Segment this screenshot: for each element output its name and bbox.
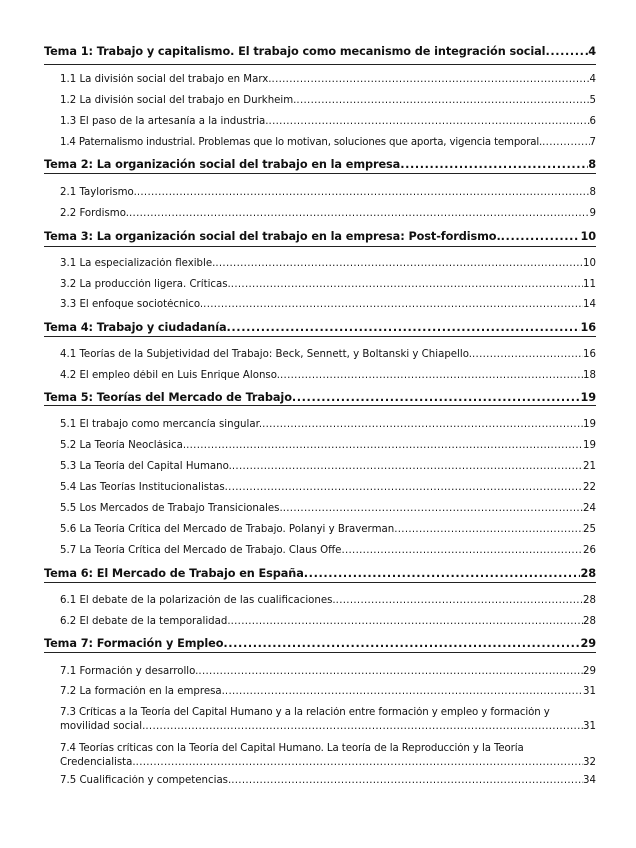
chapter-divider [44, 336, 596, 337]
page-number: 4 [589, 74, 596, 85]
section-title: 3.1 La especialización flexible. [60, 258, 216, 269]
section-title: 5.3 La Teoría del Capital Humano. [60, 461, 232, 472]
page-number: 22 [583, 482, 596, 493]
chapter-divider [44, 246, 596, 247]
section-title: 5.6 La Teoría Crítica del Mercado de Trabajo. Polanyi y Braverman [60, 524, 395, 535]
leader-dots [542, 137, 589, 148]
page-number: 26 [583, 545, 596, 556]
leader-dots [129, 208, 590, 219]
page-number: 19 [583, 440, 596, 451]
section-title: 1.4 Paternalismo industrial. Problemas que lo motivan, soluciones que aporta, vigencia temporal. [60, 137, 543, 148]
chapter-divider [44, 652, 596, 653]
leader-dots [145, 721, 583, 732]
leader-dots [186, 440, 583, 451]
chapter-title: Tema 2: La organización social del trabajo en la empresa [44, 158, 401, 171]
section-title: 5.2 La Teoría Neoclásica. [60, 440, 187, 451]
page-number: 4 [588, 45, 596, 58]
toc-section[interactable] [44, 461, 596, 472]
chapter-divider [44, 582, 596, 583]
section-title: 7.2 La formación en la empresa. [60, 686, 225, 697]
toc-section[interactable] [44, 616, 596, 627]
toc-chapter[interactable] [44, 45, 596, 58]
toc-section[interactable] [44, 503, 596, 514]
leader-dots [223, 637, 580, 650]
toc-section[interactable] [44, 187, 596, 198]
toc-section[interactable] [44, 349, 596, 360]
leader-dots [137, 187, 590, 198]
page-number: 28 [583, 595, 596, 606]
page-number: 14 [583, 299, 596, 310]
page-number: 24 [583, 503, 596, 514]
section-title: 4.1 Teorías de la Subjetividad del Trabajo: Beck, Sennett, y Boltanski y Chiapello. [60, 349, 473, 360]
chapter-title: Tema 1: Trabajo y capitalismo. El trabajo como mecanismo de integración social [44, 45, 546, 58]
page-number: 8 [589, 187, 596, 198]
chapter-title: Tema 4: Trabajo y ciudadanía [44, 321, 227, 334]
toc-section[interactable] [44, 116, 596, 127]
toc-chapter[interactable] [44, 158, 596, 171]
chapter-divider [44, 173, 596, 174]
page-number: 6 [589, 116, 596, 127]
toc-section[interactable] [44, 208, 596, 219]
toc-chapter[interactable] [44, 567, 596, 580]
section-title-line1: 7.4 Teorías críticas con la Teoría del Capital Humano. La teoría de la Reproducción y la Teoría [60, 743, 524, 754]
section-title: 1.2 La división social del trabajo en Durkheim. [60, 95, 297, 106]
page-number: 21 [583, 461, 596, 472]
section-title: 4.2 El empleo débil en Luis Enrique Alonso. [60, 370, 280, 381]
leader-dots [272, 74, 590, 85]
chapter-title: Tema 5: Teorías del Mercado de Trabajo [44, 391, 292, 404]
toc-section[interactable] [44, 137, 596, 148]
section-title: 6.1 El debate de la polarización de las cualificaciones. [60, 595, 336, 606]
leader-dots [203, 299, 583, 310]
page-number: 32 [583, 757, 596, 768]
toc-section[interactable] [44, 419, 596, 430]
section-title: 1.1 La división social del trabajo en Marx. [60, 74, 272, 85]
page-number: 31 [583, 721, 596, 732]
chapter-divider [44, 64, 596, 65]
chapter-divider [44, 405, 596, 406]
toc-section[interactable] [44, 299, 596, 310]
page-number: 7 [589, 137, 596, 148]
leader-dots [336, 595, 583, 606]
page-number: 9 [589, 208, 596, 219]
page-number: 25 [583, 524, 596, 535]
leader-dots [136, 757, 583, 768]
page-number: 18 [583, 370, 596, 381]
page-number: 34 [583, 775, 596, 786]
leader-dots [225, 482, 583, 493]
leader-dots [231, 279, 583, 290]
page-number: 8 [588, 158, 596, 171]
page-number: 28 [583, 616, 596, 627]
leader-dots [472, 349, 583, 360]
toc-section[interactable] [44, 686, 596, 697]
section-title: 6.2 El debate de la temporalidad. [60, 616, 231, 627]
leader-dots [296, 95, 589, 106]
leader-dots [215, 258, 583, 269]
leader-dots [198, 666, 583, 677]
toc-section[interactable] [44, 707, 596, 732]
page-number: 29 [583, 666, 596, 677]
leader-dots [341, 545, 583, 556]
section-title: 5.5 Los Mercados de Trabajo Transicionales. [60, 503, 283, 514]
leader-dots [394, 524, 583, 535]
toc-chapter[interactable] [44, 230, 596, 243]
toc-section[interactable] [44, 370, 596, 381]
page-number: 19 [580, 391, 596, 404]
section-title: 7.1 Formación y desarrollo. [60, 666, 199, 677]
leader-dots [283, 503, 583, 514]
toc-section[interactable] [44, 279, 596, 290]
leader-dots [225, 686, 583, 697]
toc-chapter[interactable] [44, 321, 596, 334]
leader-dots [232, 461, 583, 472]
toc-section[interactable] [44, 743, 596, 768]
page-number: 5 [589, 95, 596, 106]
section-title-line2: movilidad social. [60, 721, 146, 732]
chapter-title: Tema 3: La organización social del trabajo en la empresa: Post-fordismo. [44, 230, 501, 243]
section-title: 5.4 Las Teorías Institucionalistas [60, 482, 225, 493]
leader-dots [231, 775, 583, 786]
section-title: 2.1 Taylorismo. [60, 187, 137, 198]
toc-section[interactable] [44, 258, 596, 269]
toc-section[interactable] [44, 74, 596, 85]
toc-chapter[interactable] [44, 391, 596, 404]
toc-section[interactable] [44, 440, 596, 451]
leader-dots [545, 45, 588, 58]
section-title-line1: 7.3 Críticas a la Teoría del Capital Humano y a la relación entre formación y empleo y formación y [60, 707, 550, 718]
section-title: 7.5 Cualificación y competencias. [60, 775, 232, 786]
page-number: 16 [583, 349, 596, 360]
section-title: 3.2 La producción ligera. Críticas. [60, 279, 231, 290]
toc-section[interactable] [44, 545, 596, 556]
section-title: 1.3 El paso de la artesanía a la industria. [60, 116, 269, 127]
page-number: 19 [583, 419, 596, 430]
leader-dots [292, 391, 581, 404]
page-number: 31 [583, 686, 596, 697]
leader-dots [262, 419, 583, 430]
toc-section[interactable] [44, 666, 596, 677]
page-number: 11 [583, 279, 596, 290]
toc-chapter[interactable] [44, 637, 596, 650]
page-number: 10 [583, 258, 596, 269]
chapter-title: Tema 7: Formación y Empleo [44, 637, 224, 650]
leader-dots [280, 370, 583, 381]
toc-section[interactable] [44, 482, 596, 493]
leader-dots [400, 158, 588, 171]
page-number: 10 [580, 230, 596, 243]
section-title: 5.7 La Teoría Crítica del Mercado de Trabajo. Claus Offe [60, 545, 342, 556]
leader-dots [231, 616, 583, 627]
toc-section[interactable] [44, 775, 596, 786]
section-title: 2.2 Fordismo. [60, 208, 129, 219]
toc-section[interactable] [44, 95, 596, 106]
leader-dots [269, 116, 590, 127]
chapter-title: Tema 6: El Mercado de Trabajo en España [44, 567, 304, 580]
section-title: 5.1 El trabajo como mercancía singular. [60, 419, 263, 430]
toc-section[interactable] [44, 595, 596, 606]
toc-section[interactable] [44, 524, 596, 535]
page-number: 29 [580, 637, 596, 650]
leader-dots [304, 567, 581, 580]
section-title-line2: Credencialista. [60, 757, 136, 768]
page-number: 28 [580, 567, 596, 580]
section-title: 3.3 El enfoque sociotécnico. [60, 299, 204, 310]
page-number: 16 [580, 321, 596, 334]
leader-dots [227, 321, 581, 334]
leader-dots [501, 230, 581, 243]
